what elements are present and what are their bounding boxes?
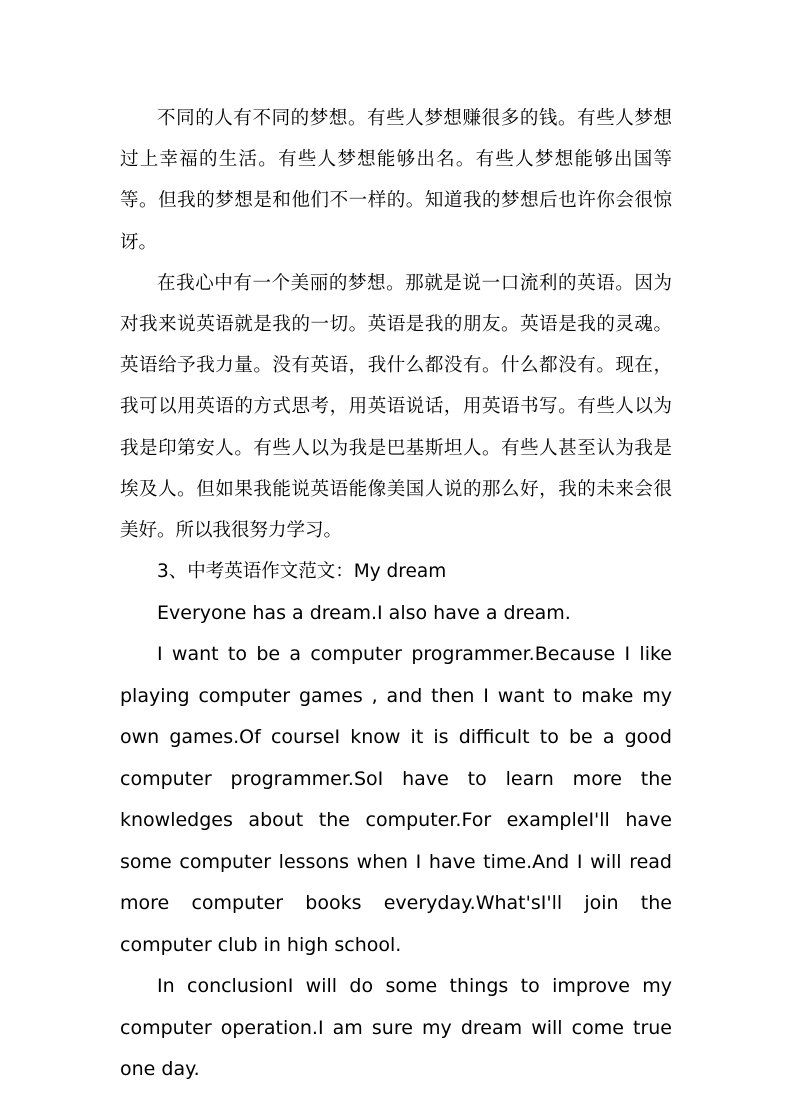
paragraph-dreams-intro: 不同的人有不同的梦想。有些人梦想赚很多的钱。有些人梦想过上幸福的生活。有些人梦想能够出名。有些人梦想能够出国等等。但我的梦想是和他们不一样的。知道我的梦想后也许你会很惊讶。 [120, 108, 672, 253]
paragraph-en-conclusion: In conclusionI will do some things to improve my computer operation.I am sure my dream will come true one day. [120, 975, 672, 1081]
paragraph-english-dream: 在我心中有一个美丽的梦想。那就是说一口流利的英语。因为对我来说英语就是我的一切。英语是我的朋友。英语是我的灵魂。英语给予我力量。没有英语，我什么都没有。什么都没有。现在，我可以用英语的方式思考，用英语说话，用英语书写。有些人以为我是印第安人。有些人以为我是巴基斯坦人。有些人甚至认为我是埃及人。但如果我能说英语能像美国人说的那么好，我的未来会很美好。所以我很努力学习。 [120, 272, 672, 542]
paragraph-en-programmer: I want to be a computer programmer.Because I like playing computer games , and then I want to make my own games.Of courseI know it is difficult to be a good computer programmer.SoI have to learn more the knowledges about the computer.For exampleI'll have some computer lessons when I have time.And I will read more computer books everyday.What'sI'll join the computer club in high school. [120, 643, 672, 956]
document-body [120, 98, 672, 1091]
paragraph-en-intro: Everyone has a dream.I also have a dream. [157, 601, 571, 624]
section-heading: 3、中考英语作文范文：My dream [157, 561, 447, 583]
